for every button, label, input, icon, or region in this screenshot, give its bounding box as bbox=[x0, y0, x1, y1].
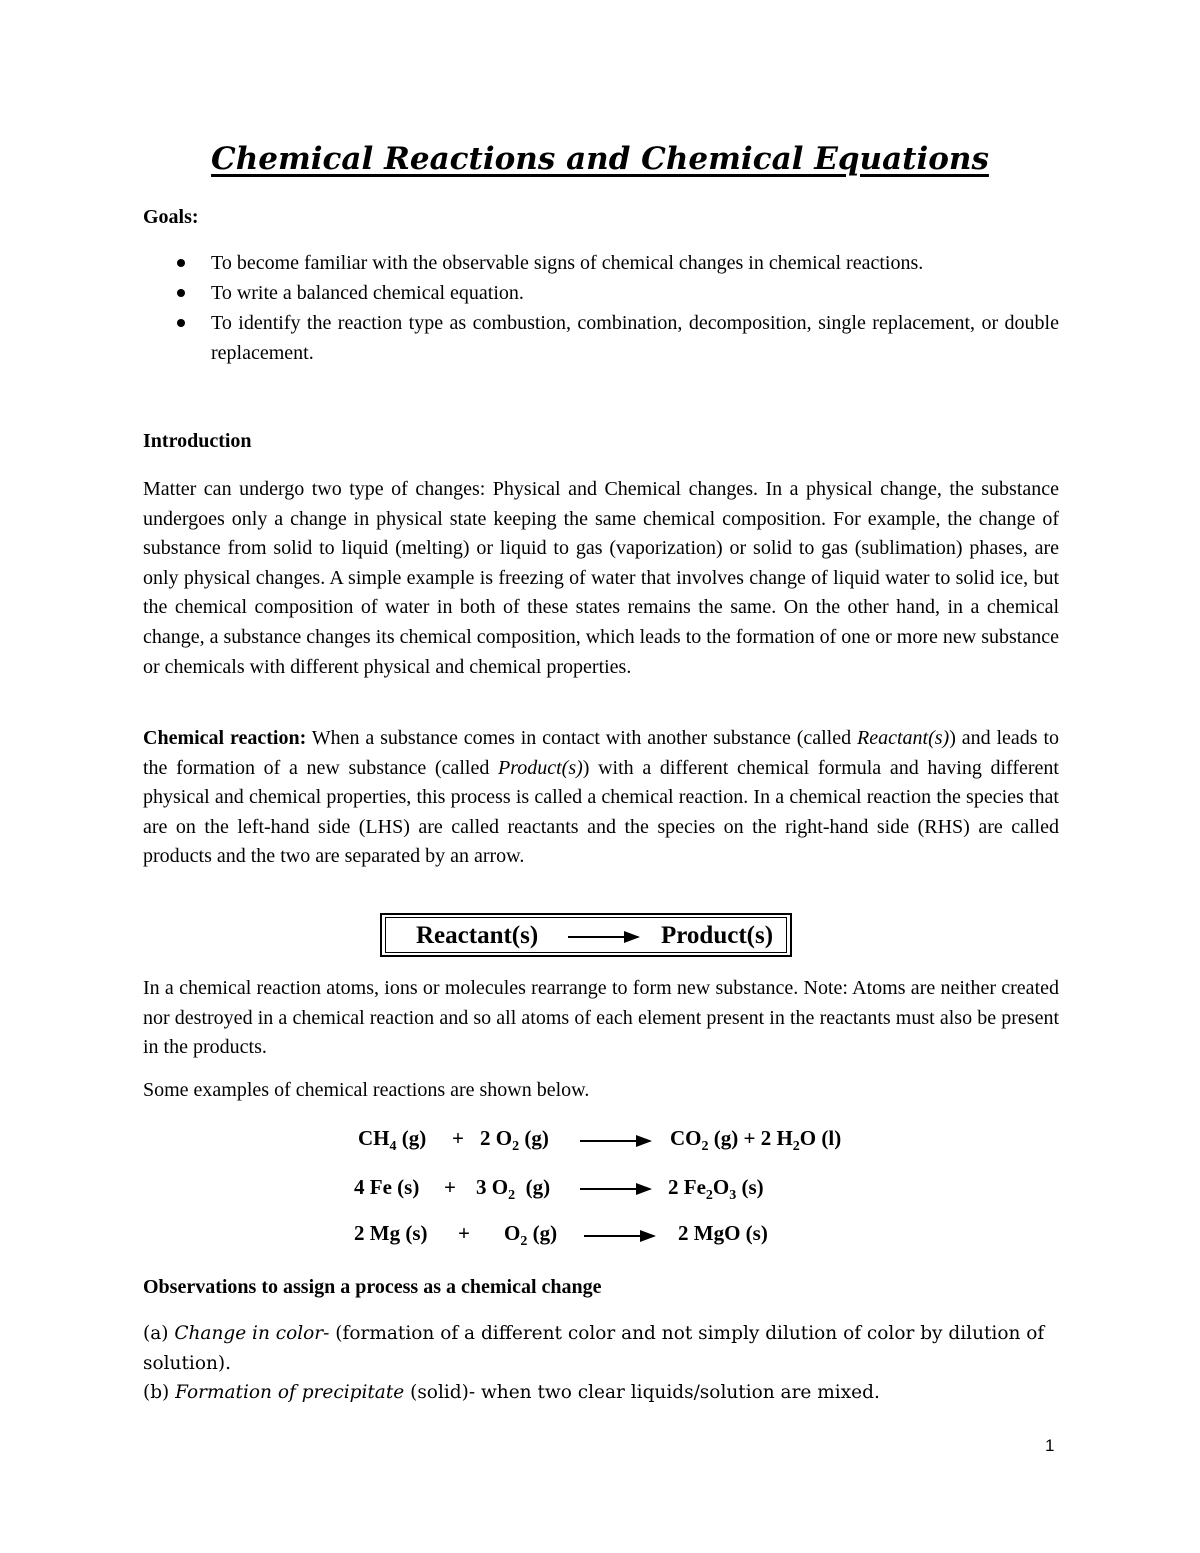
eq1-reactant-a: $CH_4$ (g) bbox=[358, 1126, 427, 1155]
reaction-arrow-icon bbox=[584, 1235, 654, 1237]
list-item: To identify the reaction type as combustion, combination, decomposition, single replacement, or double replacement. bbox=[143, 308, 1059, 368]
reaction-arrow-icon bbox=[580, 1188, 650, 1190]
eq3-reactant-b: $O_2$ (g) bbox=[504, 1221, 558, 1250]
page-number: 1 bbox=[1045, 1436, 1055, 1455]
list-item: To write a balanced chemical equation. bbox=[143, 278, 1059, 308]
goals-heading: Goals: bbox=[143, 206, 199, 228]
box-reactants-label: Reactant(s) bbox=[416, 922, 539, 949]
paragraph-text: ) with a different chemical formula and having different physical and chemical properties, this process is called a chemical reaction. In a chemical reaction the species that are on the left-hand side (LHS) are called reactants and the species on the right-hand side (RHS) are called products and the two are separated by an arrow. bbox=[143, 756, 1059, 868]
eq3-products: 2 MgO (s) bbox=[678, 1221, 768, 1245]
eq1-products: $CO_2$ (g) + 2 $H_2O$ (l) bbox=[670, 1126, 842, 1155]
observation-a-term: Change in color- bbox=[174, 1323, 330, 1344]
products-term: Product(s) bbox=[497, 756, 583, 779]
list-item: To become familiar with the observable signs of chemical changes in chemical reactions. bbox=[143, 248, 1059, 278]
rearrange-paragraph: In a chemical reaction atoms, ions or molecules rearrange to form new substance. Note: Atoms are neither created nor destroyed in a chemical reaction and so all atoms of each element present in the reactants must also be present in the products. bbox=[143, 977, 1059, 1059]
paragraph-text: ) and leads to the formation of a new substance (called bbox=[143, 727, 1060, 779]
eq2-reactant-b: 3 $O_2$ (g) bbox=[476, 1175, 551, 1204]
observation-b: (b) Formation of precipitate (solid)- when two clear liquids/solution are mixed. bbox=[143, 1382, 880, 1403]
eq1-reactant-b: 2 $O_2$ (g) bbox=[480, 1126, 549, 1155]
observations-heading: Observations to assign a process as a chemical change bbox=[143, 1276, 602, 1298]
reaction-scheme-box bbox=[380, 913, 792, 957]
reactants-term: Reactant(s) bbox=[857, 727, 950, 749]
eq1-plus: + bbox=[452, 1126, 464, 1150]
eq2-plus: + bbox=[444, 1175, 456, 1199]
goals-list bbox=[143, 248, 1059, 368]
introduction-heading: Introduction bbox=[143, 430, 252, 452]
box-products-label: Product(s) bbox=[661, 922, 774, 949]
eq2-products: 2 $Fe_2O_3$ (s) bbox=[668, 1175, 764, 1204]
chemical-reaction-term: Chemical reaction: bbox=[143, 727, 307, 749]
eq2-reactant-a: 4 Fe (s) bbox=[354, 1175, 420, 1199]
page-title: Chemical Reactions and Chemical Equations bbox=[211, 141, 989, 177]
eq3-reactant-a: 2 Mg (s) bbox=[354, 1221, 428, 1245]
examples-intro: Some examples of chemical reactions are shown below. bbox=[143, 1079, 590, 1101]
eq3-plus: + bbox=[458, 1221, 470, 1245]
observation-a: (a) Change in color- (formation of a different color and not simply dilution of color by dilution of solution). bbox=[143, 1323, 1045, 1374]
introduction-paragraph: Matter can undergo two type of changes: Physical and Chemical changes. In a physical change, the substance undergoes only a change in physical state keeping the same chemical composition. For example, the change of substance from solid to liquid (melting) or liquid to gas (vaporization) or solid to gas (sublimation) phases, are only physical changes. A simple example is freezing of water that involves change of liquid water to solid ice, but the chemical composition of water in both of these states remains the same. On the other hand, in a chemical change, a substance changes its chemical composition, which leads to the formation of one or more new substance or chemicals with different physical and chemical properties. bbox=[143, 478, 1059, 678]
observation-b-term: Formation of precipitate bbox=[175, 1382, 405, 1403]
chemical-reaction-paragraph bbox=[143, 724, 1059, 872]
reaction-arrow-icon bbox=[568, 936, 638, 938]
paragraph-text: When a substance comes in contact with another substance (called bbox=[306, 727, 857, 749]
reaction-arrow-icon bbox=[580, 1140, 650, 1142]
